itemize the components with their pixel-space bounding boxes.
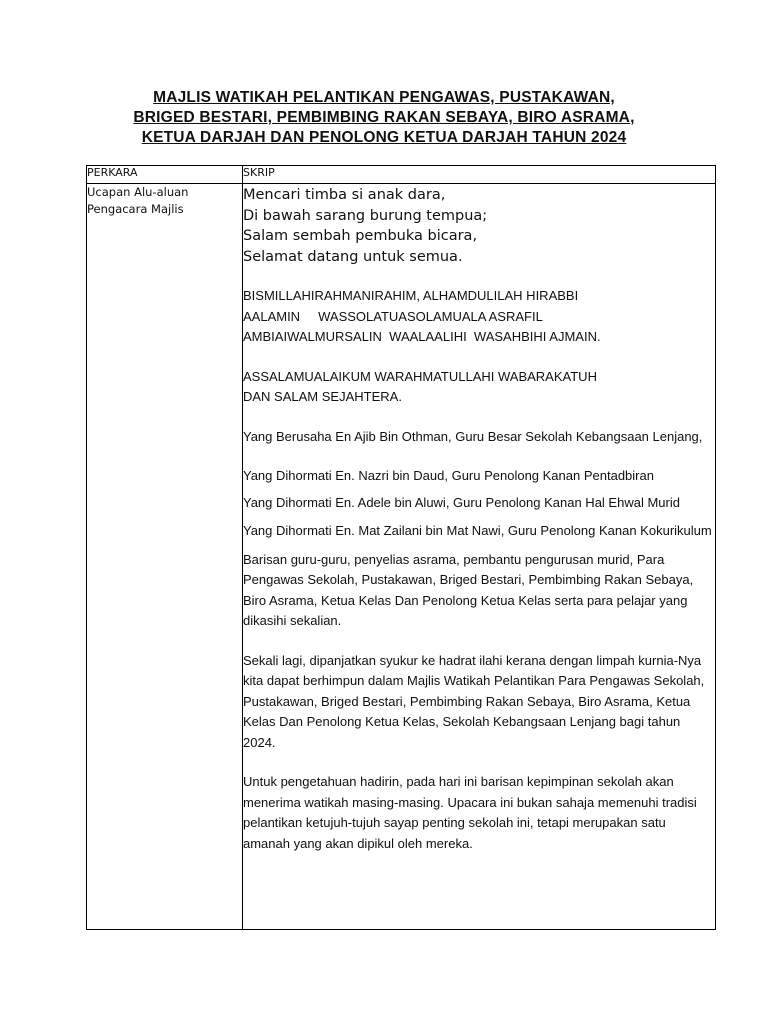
header-perkara: PERKARA bbox=[87, 166, 243, 184]
salam-line-2: DAN SALAM SEJAHTERA. bbox=[243, 389, 402, 404]
bismillah-paragraph bbox=[243, 286, 715, 348]
document-title bbox=[80, 88, 688, 148]
barisan-paragraph: Barisan guru-guru, penyelias asrama, pembantu pengurusan murid, Para Pengawas Sekolah, Pustakawan, Briged Bestari, Pembimbing Rakan Sebaya, Biro Asrama, Ketua Kelas Dan Penolong Ketua Kelas serta para pelajar yang dikasihi sekalian. bbox=[243, 551, 694, 628]
bismillah-line-1: BISMILLAHIRAHMANIRAHIM, ALHAMDULILAH HIRABBI bbox=[243, 288, 579, 303]
pantun-line-1: Mencari timba si anak dara, bbox=[243, 187, 446, 203]
salam-line-1: ASSALAMUALAIKUM WARAHMATULLAHI WABARAKATUH bbox=[243, 368, 597, 384]
title-line-1: MAJLIS WATIKAH PELANTIKAN PENGAWAS, PUSTAKAWAN, bbox=[153, 89, 615, 106]
script-table bbox=[86, 165, 716, 930]
pantun-line-2: Di bawah sarang burung tempua; bbox=[243, 207, 488, 224]
table-header-row bbox=[87, 166, 716, 184]
header-skrip: SKRIP bbox=[243, 166, 716, 184]
bismillah-line-2: AALAMIN WASSOLATUASOLAMUALA ASRAFIL bbox=[243, 308, 543, 324]
pantun-line-4: Selamat datang untuk semua. bbox=[243, 248, 463, 265]
perkara-line-1: Ucapan Alu-aluan bbox=[87, 185, 189, 199]
gpk-kokurikulum-paragraph: Yang Dihormati En. Mat Zailani bin Mat Nawi, Guru Penolong Kanan Kokurikulum bbox=[243, 522, 712, 538]
perkara-line-2: Pengacara Majlis bbox=[87, 202, 184, 216]
gpk-pentadbiran-paragraph: Yang Dihormati En. Nazri bin Daud, Guru Penolong Kanan Pentadbiran bbox=[243, 468, 654, 483]
skrip-cell bbox=[243, 184, 716, 930]
pengetahuan-paragraph: Untuk pengetahuan hadirin, pada hari ini barisan kepimpinan sekolah akan menerima watikah masing-masing. Upacara ini bukan sahaja memenuhi tradisi pelantikan ketujuh-tujuh sayap penting sekolah ini, tetapi merupakan satu amanah yang akan dipikul oleh mereka. bbox=[243, 774, 697, 851]
pantun bbox=[243, 185, 715, 267]
syukur-paragraph: Sekali lagi, dipanjatkan syukur ke hadrat ilahi kerana dengan limpah kurnia-Nya kita dapat berhimpun dalam Majlis Watikah Pelantikan Para Pengawas Sekolah, Pustakawan, Briged Bestari, Pembimbing Rakan Sebaya, Biro Asrama, Ketua Kelas Dan Penolong Ketua Kelas, Sekolah Kebangsaan Lenjang bagi tahun 2024. bbox=[243, 652, 705, 750]
bismillah-line-3: AMBIAIWALMURSALIN WAALAALIHI WASAHBIHI AJMAIN. bbox=[243, 329, 601, 344]
salam-paragraph bbox=[243, 367, 715, 408]
title-line-3: KETUA DARJAH DAN PENOLONG KETUA DARJAH TAHUN 2024 bbox=[141, 129, 627, 146]
table-row bbox=[87, 184, 716, 930]
gpk-hem-paragraph: Yang Dihormati En. Adele bin Aluwi, Guru Penolong Kanan Hal Ehwal Murid bbox=[243, 494, 680, 510]
guru-besar-paragraph: Yang Berusaha En Ajib Bin Othman, Guru Besar Sekolah Kebangsaan Lenjang, bbox=[243, 428, 703, 444]
pantun-line-3: Salam sembah pembuka bicara, bbox=[243, 228, 478, 244]
perkara-cell bbox=[87, 184, 243, 930]
title-line-2: BRIGED BESTARI, PEMBIMBING RAKAN SEBAYA, BIRO ASRAMA, bbox=[133, 109, 635, 126]
